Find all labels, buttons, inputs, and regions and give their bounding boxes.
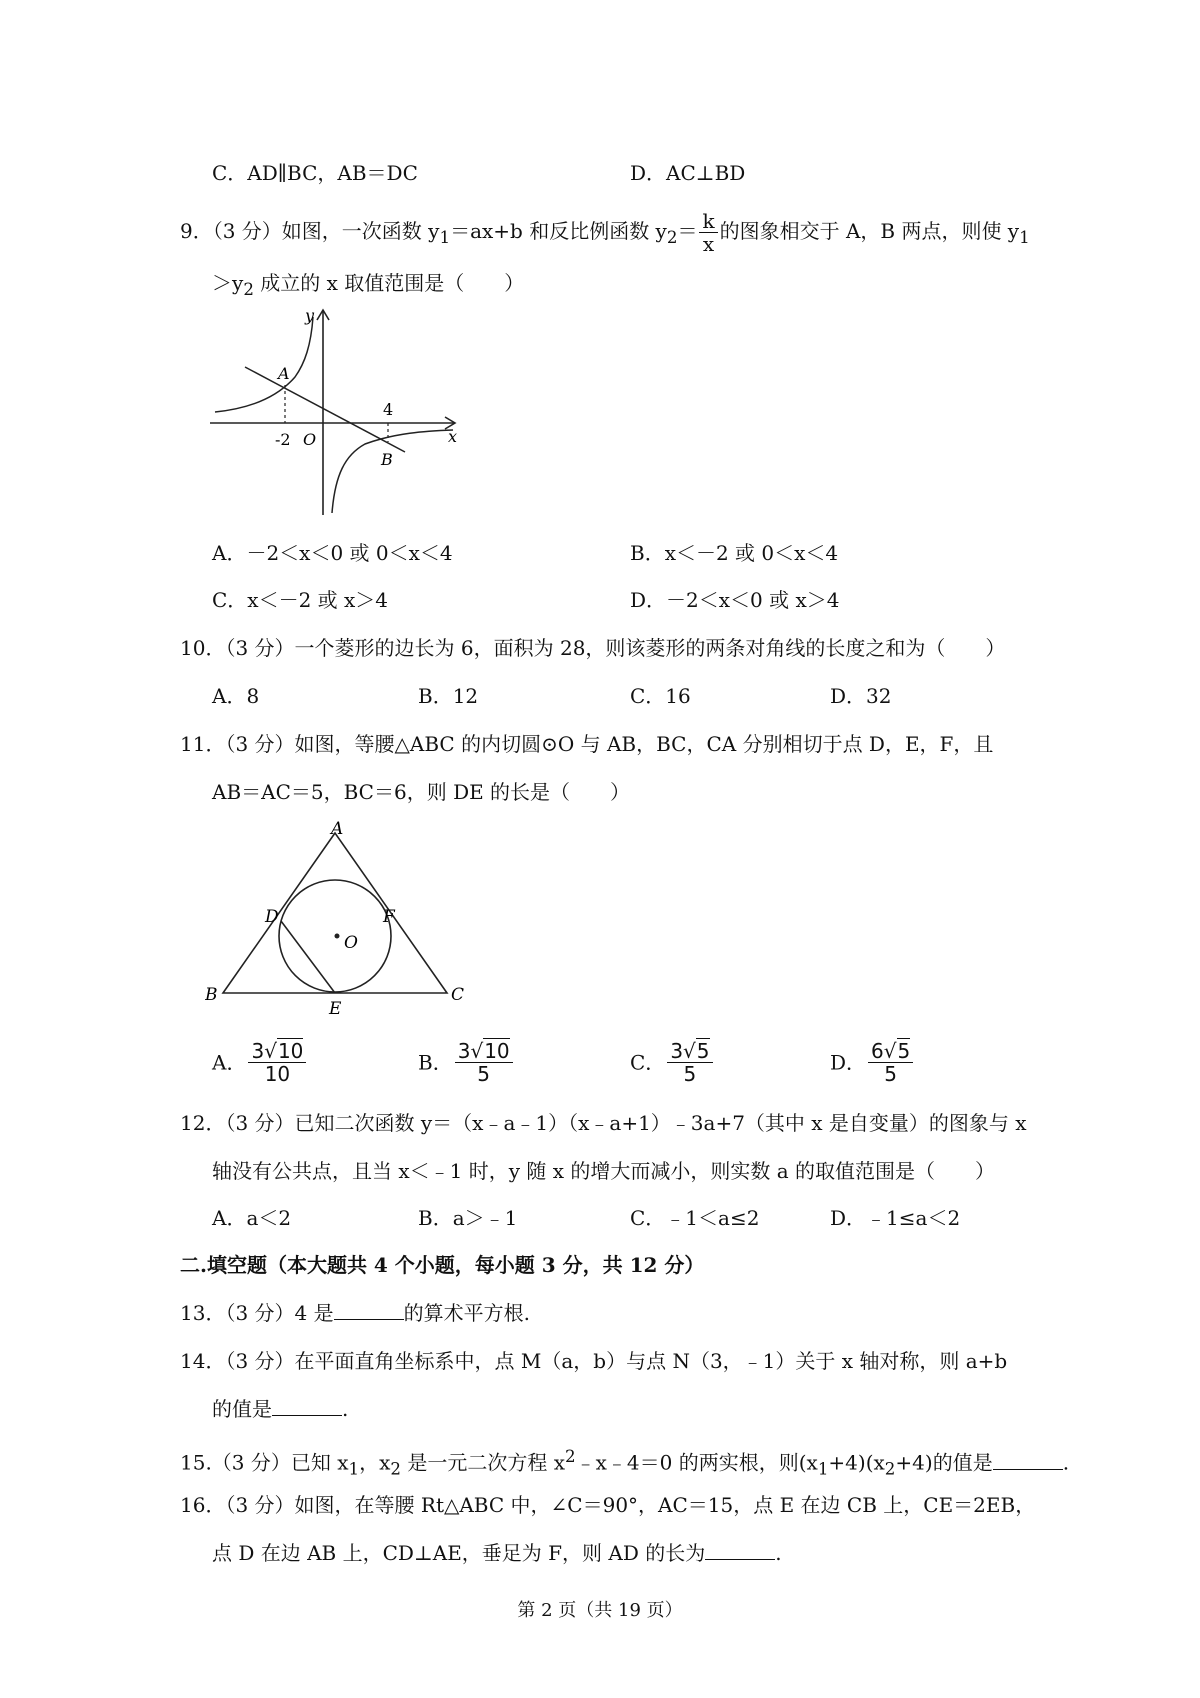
q15-stem: 15.（3 分）已知 $x_1$，$x_2$ 是一元二次方程 $x^2﹣x﹣4=0$ 的两实根，则$(x_1+4)(x_2+4)$的值是 . [180,1447,1070,1479]
q9-stem-line1: 9．（3 分）如图，一次函数 $y_1=ax+b$ 和反比例函数 $y_2=$ $\frac{k}{x}$ 的图象相交于 A，B 两点，则使 $y_1$ [180,209,1030,256]
q10-stem: 10．（3 分）一个菱形的边长为 6，面积为 28，则该菱形的两条对角线的长度之和为（ ） [180,636,1006,660]
svg-text:-2: -2 [275,430,291,449]
q16-stem-line1: 16．（3 分）如图，在等腰 Rt△ABC 中，∠C＝90°，AC＝15，点 E 在边 CB 上，CE＝2EB， [180,1493,1036,1517]
q13-answer-blank[interactable] [334,1303,404,1320]
svg-text:O: O [303,430,317,449]
q12-stem-line2: 轴没有公共点，且当 x＜﹣1 时，y 随 x 的增大而减小，则实数 a 的取值范围是（ ） [212,1159,996,1183]
svg-text:y: y [305,306,315,325]
svg-text:A: A [278,364,290,383]
q11-option-d: D． $\frac{6√5}{5}$ [830,1040,915,1085]
q9-stem-line2: $>y_2$ 成立的 x 取值范围是（ ） [212,271,525,299]
q12-option-b: B．a＞﹣1 [418,1206,518,1230]
section-2-heading: 二.填空题（本大题共 4 个小题，每小题 3 分，共 12 分） [180,1253,705,1277]
q9-graph-figure [205,305,465,520]
svg-text:A: A [331,819,344,839]
svg-text:B: B [205,985,218,1005]
svg-text:C: C [451,985,465,1005]
q16-answer-blank[interactable] [705,1543,775,1560]
q11-triangle-figure [205,818,475,1018]
svg-text:F: F [383,907,395,927]
q11-stem-line1: 11．（3 分）如图，等腰△ABC 的内切圆⊙O 与 AB，BC，CA 分别相切于点 D，E，F，且 [180,732,994,756]
q14-stem-line1: 14．（3 分）在平面直角坐标系中，点 M（a，b）与点 N（3，﹣1）关于 x 轴对称，则 a+b [180,1349,1008,1373]
q12-option-c: C．﹣1＜a≤2 [630,1206,760,1230]
svg-text:D: D [265,907,279,927]
q13-stem: 13．（3 分）4 是 的算术平方根. [180,1301,530,1325]
q10-option-c: C．16 [630,684,691,708]
svg-text:B: B [381,450,393,469]
q12-option-d: D．﹣1≤a＜2 [830,1206,961,1230]
q9-option-d: D．－2＜x＜0 或 x＞4 [630,588,840,612]
svg-text:x: x [448,427,458,446]
q8-option-d: D．AC⊥BD [630,161,746,185]
page-footer: 第 2 页（共 19 页） [517,1600,683,1621]
q12-option-a: A．a＜2 [212,1206,292,1230]
svg-text:4: 4 [383,400,394,419]
q10-option-d: D．32 [830,684,892,708]
svg-text:E: E [329,999,342,1018]
q11-stem-line2: AB＝AC＝5，BC＝6，则 DE 的长是（ ） [212,780,631,804]
q11-option-b: B． $\frac{3√10}{5}$ [418,1040,515,1085]
q8-option-c: C．AD∥BC，AB＝DC [212,161,418,185]
q9-fraction: $\frac{k}{x}$ [699,210,717,255]
q9-option-a: A．－2＜x＜0 或 0＜x＜4 [212,541,453,565]
q9-option-c: C．x＜－2 或 x＞4 [212,588,389,612]
q11-option-a: A． $\frac{3√10}{10}$ [212,1040,308,1085]
q9-option-b: B．x＜－2 或 0＜x＜4 [630,541,839,565]
q10-option-a: A．8 [212,684,260,708]
q12-stem-line1: 12．（3 分）已知二次函数 y＝（x﹣a﹣1）（x﹣a+1）﹣3a+7（其中 x 是自变量）的图象与 x [180,1111,1027,1135]
q14-answer-blank[interactable] [272,1399,342,1416]
q15-answer-blank[interactable] [993,1453,1063,1470]
svg-text:O: O [344,933,358,953]
q10-option-b: B．12 [418,684,479,708]
q14-stem-line2: 的值是 . [212,1397,349,1421]
q16-stem-line2: 点 D 在边 AB 上，CD⊥AE，垂足为 F，则 AD 的长为 . [212,1541,782,1565]
q11-option-c: C． $\frac{3√5}{5}$ [630,1040,715,1085]
